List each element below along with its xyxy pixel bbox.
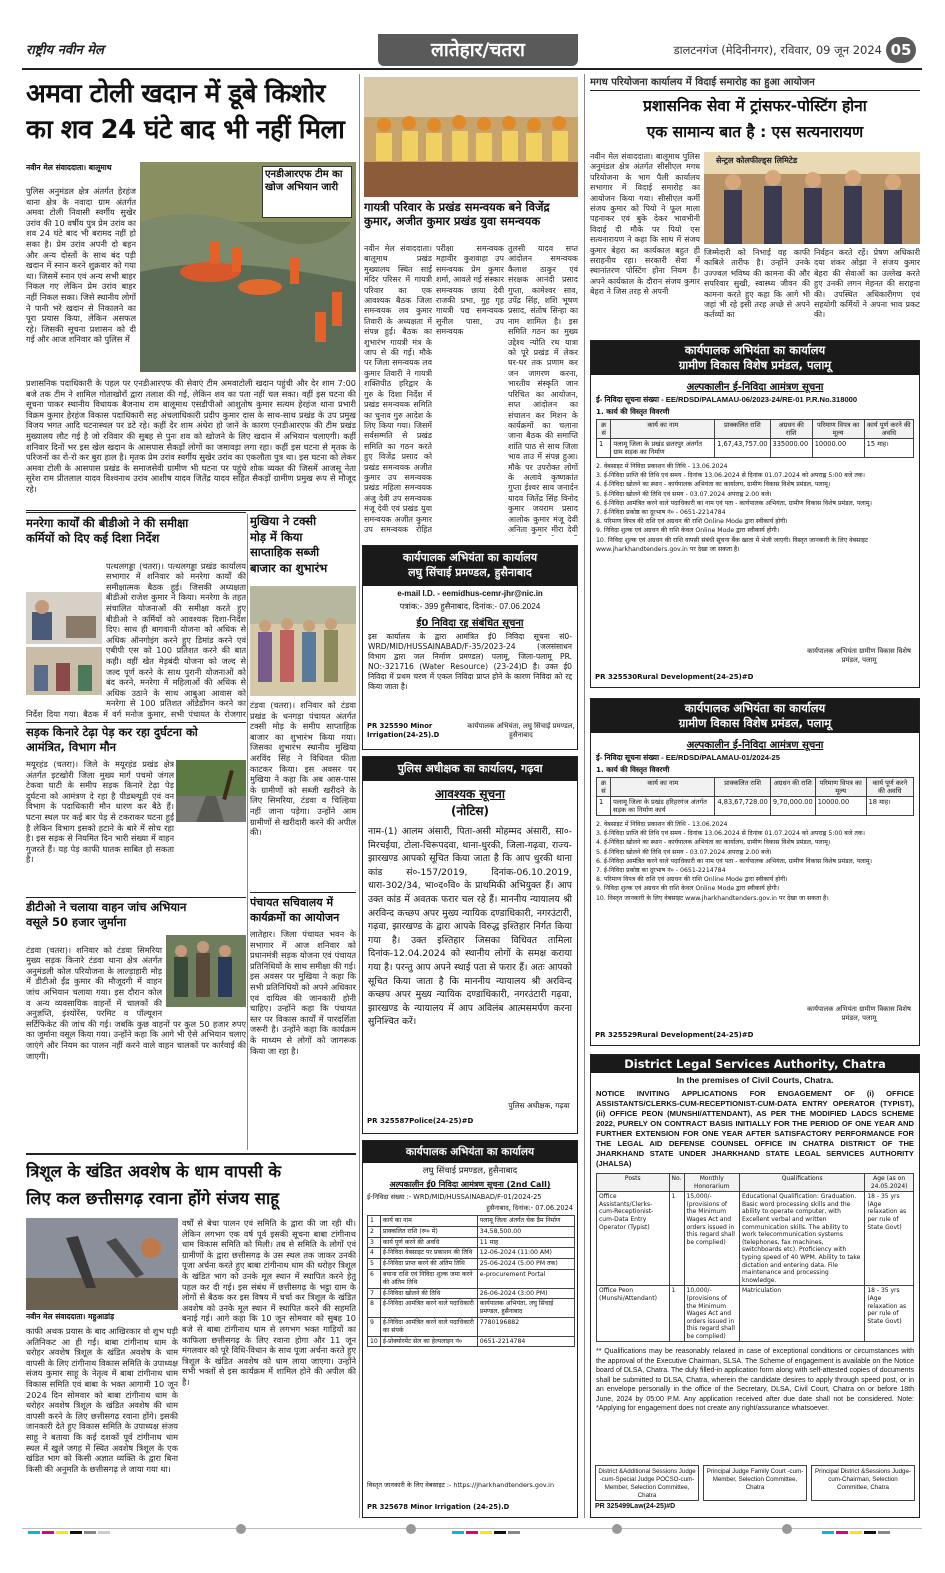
story8-body: लातेहार। जिला पंचायत भवन के सभागार में आज शनिवार को प्रधानमंत्री सड़क योजना एवं पंचायत प्रतिनिधियों के साथ समीक्षा की गई। इस अवसर पर मुखिया ने कहा कि सभी प्रतिनिधियों को अपने अधिकार एवं दायित्व की जानकारी होनी चाहिए। उन्होंने कहा कि पंचायत स्तर पर विकास कार्यों में पारदर्शिता जरूरी है। उन्होंने कहा कि कार्यक्रम के माध्यम से लोगों को जागरूक किया जा रहा है। <box>250 929 356 1056</box>
story7-headline-line3: साप्ताहिक सब्जी <box>250 545 320 559</box>
tender-note: 9. निविदा शुल्क एवं अग्रधन की राशि केवल Online Mode द्वारा स्वीकार्य होगी। <box>596 885 780 893</box>
ad-police-sign: पुलिस अधीक्षक, गढ़वा <box>508 1101 570 1110</box>
story2-headline: गायत्री परिवार के प्रखंड समन्वयक बने विजेंद्र कुमार, अजीत कुमार प्रखंड युवा समन्वयक <box>364 200 550 228</box>
ad-rural-tender-1 <box>590 340 920 688</box>
tender-note: 2. वेबसाइट में निविदा प्रकाशन की तिथि - 13.06.2024 <box>596 463 728 470</box>
column-rule <box>247 514 248 1150</box>
story2-column1: नवीन मेल संवाददाता। बालूमाथ प्रखंड मुख्यालय स्थित साईं मंदिर परिसर में गायत्री परिवार का एक आवश्यक बैठक जिला समन्वयक लव कुमार तिवारी के अध्यक्षता में संपन्न हुई। बैठक का शुभारंभ गायत्री मंत्र के जाप से की गई। मौके पर जिला समन्वयक लव कुमार तिवारी ने गायत्री शक्तिपीठ हरिद्वार के गुरु के दिशा निर्देश में प्रखंड समन्वयक समिति का चुनाव गुरु आदेश के लिए किया गया। जिसमें सर्वसम्मति से प्रखंड समिति का गठन करते हुए विजेंद्र प्रसाद को प्रखंड समन्वयक अजीत कुमार उप समन्वयक प्रखंड महिला समन्वयक अंजु देवी उप समन्वयक मंजू देवी एवं प्रखंड युवा समन्वयक अजीत कुमार उप समन्वयक रोहित <box>364 244 432 534</box>
ad-legal-table <box>596 1173 914 1342</box>
story2-photo-group <box>364 77 578 197</box>
table-cell: 26-06-2024 (3:00 PM) <box>477 1288 574 1299</box>
ad-irrigation-cancellation <box>362 545 578 750</box>
table-cell: 10000.00 <box>812 439 864 458</box>
table-row <box>597 797 914 816</box>
story6-text: टंडवा (चतरा)। शनिवार को टंडवा सिमरिया मुख्य सड़क किनारे टंडवा थाना क्षेत्र अंतर्गत अनुमंडली कोल परियोजना के लाल्ड़ाहारी मोड़ में डीटीओ ईंद्र कुमार की मौजूदगी में वाहन जांच अभियान चलाया गया। इस दौरान कोल व अन्य व्यवसायिक वाहनों में चालकों की अनुज्ञप्ति, इंश्योरेंस, परमिट व पॉल्यूशन सर्टिफिकेट की जांच की गई। जबकि कुछ वाहनों पर कुल 50 हजार रुपए का जुर्माना वसूल किया गया। उन्होंने कहा कि आगे भी ऐसे अभियान चलाए जाएंगे और नियम का पालन नहीं करने वाले वाहन चालकों पर कार्रवाई की जाएगी। <box>26 944 246 1061</box>
tender-note: 4. ई-निविदा खोलने का स्थान - कार्यपालक अभियंता का कार्यालय, ग्रामीण विकास विशेष प्रमंडल, पलामू। <box>596 839 831 847</box>
table-row <box>368 1288 575 1299</box>
table-cell: 3 <box>368 1237 381 1248</box>
divider <box>26 512 246 513</box>
ad-police-notice-sub: (नोटिस) <box>450 804 489 818</box>
page-header <box>22 34 922 68</box>
table-cell: 10 <box>368 1336 381 1347</box>
story4-headline <box>26 516 246 548</box>
story1-body-wide: प्रशासनिक पदाधिकारी के पहल पर एनडीआरएफ की सेवाएं टीम अमवाटोली खदान पहुंची और देर शाम 7:00 बजे तक टीम ने शामिल गोताखोरों द्वारा तलाश की गई, लेकिन शव का पता नहीं चल सका। वहीं इस घटना की सूचना पाकर स्थानीय विधायक बैजनाथ राम बालूमाथ एसडीपीओ आशुतोष कुमार सत्यम हेरहंज थाना प्रभारी विक्रम कुमार हेरहंज विकास पदाधिकारी सह अंचलाधिकारी प्रदीप कुमार दास के साथ-साथ प्रखंड के उप प्रमुख विजय भगत आदि घटनास्थल पर डटे रहे। कहीं देर शाम अंधेरा हो जाने के कारण एनडीआरएफ की टीम प्रखंड मुख्यालय लौट गई है जो रविवार की सुबह से पुनः शव को खोजने के लिए खदान में अभियान चलाएगी। कहीं शनिवार दिनों भर इस खेल खदान के आसपास सैकड़ों लोगों का जमावड़ा लगा रहा। कहीं इस घटना से मृतक के परिजनों का रो-रो कर बुरा हाल है। मृतक प्रेम उरांव स्वर्गीय सुखेर उरांव का एकलौता पुत्र था। इस घटना को लेकर अमवा टोली के आसपास प्रखंड के समाजसेवी ग्रामीण भी घटना पर पहुंचे शोक व्यक्त की जिसमें आजसू नेता सुरेश राम प्रीतलाल यादव विश्वनाथ उरांव आशीष यादव जितेंद्र यादव सहित सैकड़ों ग्रामीण प्रमुख रूप से मौजूद रहे। <box>26 378 356 494</box>
ad-police-body: नाम-(1) आलम अंसारी, पिता-असी मोहम्मद अंसारी, सा०-मिरचईया, टोला-चिरूपदवा, थाना-धुरकी, जिला-गढ़वा, राज्य-झारखण्ड आपको सूचित किया जाता है कि आप धुरकी थाना कांड सं०-157/2019, दिनांक-06.10.2019, धारा-302/34, भा०द०वि० के प्राथमिकी अभियुक्त हैं। आप उक्त कांड में अवतक फरार चल रहे हैं। माननीय न्यायालय श्री अरविन्द कच्छप अपर मुख्य न्यायिक दण्डाधिकारी, नगरउंटारी, गढ़वा, झारखण्ड के द्वारा आपके विरुद्ध इश्तिहार निर्गत किया गया है। उक्त इश्तिहार जिसका विधिवत तामिला दिनांक-12.04.2024 को स्थानीय लोगों के समक्ष कराया गया है। परन्तु आप अपने स्थाई पता से फरार हैं। अतः आपको सूचित किया जाता है कि माननीय न्यायालय श्री अरविन्द कच्छप अपर मुख्य न्यायिक दण्डाधिकारी, नगरउंटारी गढ़वा, झारखण्ड के न्यायालय में आप अविलंब आत्मसमर्पण करना सुनिश्चित करें। <box>368 826 572 1028</box>
table-cell: 335000.00 <box>770 439 812 458</box>
divider <box>590 90 920 91</box>
story3-kicker: मगध परियोजना कार्यालय में विदाई समारोह का हुआ आयोजन <box>590 77 815 88</box>
ad-irrigation-sign: कार्यपालक अभियंता, लघु सिंचाई प्रमण्डल, हुसैनाबाद <box>467 722 575 739</box>
story1-photo-caption: एनडीआरएफ टीम का खोज अभियान जारी <box>262 166 352 218</box>
table-cell: 18 - 35 yrs (Age relaxation as per rule of State Govt) <box>865 1192 914 1286</box>
page-number: 05 <box>886 37 916 63</box>
tender-note: 7. ई-निविदा प्रकोष्ठ का दूरभाष नं० - 0651-2214784 <box>596 509 726 517</box>
table-cell: 7780196882 <box>477 1317 574 1336</box>
table-cell: 15,000/- (provisions of the Minimum Wages Act and orders issued in this regard shall be complied) <box>684 1192 739 1286</box>
registration-mark <box>612 1524 622 1534</box>
table-cell: 9,70,000.00 <box>770 797 815 816</box>
table-row <box>597 1286 914 1342</box>
ad-irrigation-email: e-mail I.D. - eemidhus-cemr-jhr@nic.in <box>397 589 543 598</box>
table-cell: 1,67,43,757.00 <box>715 439 770 458</box>
table-header-cell: अग्रधन की राशि <box>770 420 812 439</box>
table-cell: 8 <box>368 1299 381 1318</box>
tender-note: 7. ई-निविदा प्रकोष्ठ का दूरभाष नं० - 0651-2214784 <box>596 867 726 875</box>
story6-headline-line1: डीटीओ ने चलाया वाहन जांच अभियान <box>26 900 187 914</box>
story3-headline <box>590 93 920 147</box>
table-cell: 10000.00 <box>815 797 866 816</box>
divider <box>26 1153 356 1155</box>
table-cell: कार्य का नाम <box>380 1216 477 1227</box>
table-header-cell: प्राक्कलित राशि <box>715 778 770 797</box>
ad-rural1-sub2: 1. कार्य की विस्तृत विवरणी <box>596 407 670 416</box>
story6-headline <box>26 900 246 932</box>
table-cell: 7 <box>368 1288 381 1299</box>
ad-rural1-sign: कार्यपालक अभियंता ग्रामीण विकास विशेष प्रमंडल, पलामू <box>807 647 911 664</box>
ad-irrigation2-pr: PR 325678 Minor Irrigation (24-25).D <box>367 1503 510 1511</box>
table-row <box>368 1216 575 1227</box>
table-cell: e-procurement Portal <box>477 1269 574 1288</box>
story8-headline <box>250 895 356 927</box>
masthead: राष्ट्रीय नवीन मेल <box>26 43 104 58</box>
story3-column2: जिम्मेदारी को निभाई वह काफी काबिले तारीफ है। उन्होंने उनके उज्ज्वल भविष्य की कामना की और सपरिवार सुखी, स्वास्थ्य जीवन की कामना करते हुए कहा कि आगे भी जहां भी रहे इसी तरह अच्छे से अपने कर्तव्यों का <box>704 248 810 320</box>
table-header-row <box>597 1174 914 1192</box>
table-header-cell: परिमाण विपत्र का मूल्य <box>815 778 866 797</box>
table-cell: 9 <box>368 1317 381 1336</box>
story5-headline-line1: सड़क किनारे टेढ़ा पेड़ कर रहा दुर्घटना को <box>26 725 198 739</box>
table-cell: पलामू जिला अंतर्गत चेक डैम निर्माण <box>477 1216 574 1227</box>
divider <box>250 892 356 893</box>
table-header-cell: कार्य पूर्ण करने की अवधि <box>866 778 913 797</box>
ad-rural1-table <box>596 419 914 458</box>
ad-legal-notice: NOTICE INVITING APPLICATIONS FOR ENGAGEMENT OF (i) OFFICE ASSISTANTS/CLERKS-CUM-RECEPTIONIST-CUM-DATA ENTRY OPERATOR (TYPIST), (ii) OFFICE PEON (MUNSHI/ATTENDANT), AS PER THE MODIFIED LADCS SCHEME 2022, PURELY ON CONTRACT BASIS INITIALLY FOR THE PERIOD OF ONE YEAR AND FURTHER EXTENSION FOR ONE YEAR AFTER SATISFACTORY PERFORMANCE FOR THE LEGAL AID DEFENSE COUNSEL OFFICE IN CHATRA DISTRICT OF THE JHARKHAND STATE UNDER JHARKHAND STATE LEGAL SERVICES AUTHORITY (JHALSA) <box>596 1089 914 1168</box>
story1-byline: नवीन मेल संवाददाता। बालूमाथ <box>26 163 112 172</box>
story3-headline-line2: एक सामान्य बात है : एस सत्यनारायण <box>646 123 864 141</box>
table-cell: Office Peon (Munshi/Attendant) <box>597 1286 670 1342</box>
table-row <box>368 1259 575 1270</box>
story3-headline-line1: प्रशासनिक सेवा में ट्रांसफर-पोस्टिंग होना <box>643 97 867 115</box>
ad-irrigation2-ref: ई-निविदा संख्या :- WRD/MID/HUSSAINABAD/F-01/2024-25 <box>367 1193 542 1201</box>
tender-note: 5. ई-निविदा खोलने की तिथि एवं समय - 03.07.2024 अपराह्न 2.00 बजे। <box>596 848 772 856</box>
ad-irrigation-ref: पत्रांक:- 399 हुसैनाबाद, दिनांक:- 07.06.2024 <box>399 602 541 611</box>
ad-legal-footer: ** Qualifications may be reasonably relaxed in case of exceptional conditions or circumstances with the approval of the Executive Chairman, SLSA. The Scheme of engagement is available on the Notice board of DLSA, Chatra. The duly filled-in application form along with self-attested copies of documents shall be submitted to DLSA, Chatra, wherein the candidate desires to apply through speed post, or in an envelope personally in the office of the Secretary, DLSA, Civil Court, Chatra on or before 18th June, 2024 by 05:00 P.M. Any application received after due date shall not be considered. Note: *Applying for engagement does not create any right/assurance whatsoever. <box>596 1348 914 1412</box>
story3-column1: नवीन मेल संवाददाता। बालूमाथ पुलिस अनुमंडल क्षेत्र अंतर्गत सीसीएल मगध परियोजना के भाग पैली कार्यालय सभागार में विदाई समारोह का आयोजन किया गया। सीसीएल कर्मी संजय कुमार को पियो ने फूल माला पहनाकर एवं बुके देकर भावभीनी विदाई दी मौके पर पियो एस सत्यनारायण ने कहा कि साथ में संजय कुमार बेहरा का कार्यकाल बहुत ही सराहनीय रहा। सरकारी सेवा में स्थानांतरण पोस्टिंग होना नियम है। अपने कार्यकाल के दौरान संजय कुमार बेहरा ने जिस तरह से अपनी <box>590 152 700 297</box>
ad-irrigation-title <box>363 546 577 586</box>
ad-rural2-title2: ग्रामीण विकास विशेष प्रमंडल, पलामू <box>678 716 832 730</box>
table-cell: बयाना राशि एवं निविदा शुल्क जमा करने की अंतिम तिथि <box>380 1269 477 1288</box>
tender-note: 5. ई-निविदा खोलने की तिथि एवं समय - 03.07.2024 अपराह्न 2.00 बजे। <box>596 490 772 498</box>
table-cell: Educational Qualification: Graduation. Basic word processing skills and the ability to operate computer, with Excellent verbal and written communication skills. The ability to work telecommunication systems (telephones, fax machines, switchboards etc). Proficiency with typing speed of 40 WPM. Ability to take dictation and entering data. File maintenance and processing knowledge. <box>739 1192 864 1286</box>
table-row <box>368 1248 575 1259</box>
table-cell: पलामू जिला के प्रखंड हरिहरगंज अंतर्गत सड़क का निर्माण कार्य <box>611 797 715 816</box>
table-cell: 4,83,67,728.00 <box>715 797 770 816</box>
story9-photo-trishul <box>26 1218 178 1310</box>
table-header-cell: Age (as on 24.05.2024) <box>865 1174 914 1192</box>
story5-headline <box>26 725 246 757</box>
table-header-cell: कार्य का नाम <box>611 420 715 439</box>
table-cell: 12-06-2024 (11:00 AM) <box>477 1248 574 1259</box>
story1-headline-line1: अमवा टोली खदान में डूबे किशोर <box>26 79 325 109</box>
color-swatches-left <box>28 1524 138 1534</box>
ad-irrigation-title1: कार्यपालक अभियंता का कार्यालय <box>402 551 538 564</box>
registration-mark <box>406 1524 416 1534</box>
table-header-cell: कार्य पूर्ण करने की अवधि <box>864 420 913 439</box>
table-header-cell: प्राक्कलित राशि <box>715 420 770 439</box>
table-row <box>597 1192 914 1286</box>
table-cell: 25-06-2024 (5:00 PM तक) <box>477 1259 574 1270</box>
ad-police-title: पुलिस अधीक्षक का कार्यालय, गढ़वा <box>363 757 577 781</box>
ad-irrigation2-table <box>367 1215 575 1347</box>
registration-mark <box>236 1524 246 1534</box>
tender-note: 2. वेबसाइट में निविदा प्रकाशन की तिथि - 13.06.2024 <box>596 821 728 828</box>
column-rule <box>359 74 360 1518</box>
table-cell: 1 <box>669 1286 684 1342</box>
story4-headline-line2: कर्मियों को दिए कई दिशा निर्देश <box>26 531 160 545</box>
ad-irrigation-title2: लघु सिंचाई प्रमण्डल, हुसैनाबाद <box>408 566 532 579</box>
dateline: डालटनगंज (मेदिनीनगर), रविवार, 09 जून 2024 <box>673 43 882 57</box>
ad-rural2-table <box>596 777 914 816</box>
story4-headline-line1: मनरेगा कार्यों की बीडीओ ने की समीक्षा <box>26 516 189 530</box>
ad-legal-pr: PR 325499Law(24-25)#D <box>595 1503 676 1510</box>
table-header-row <box>597 778 914 797</box>
table-cell: 18 - 35 yrs (Age relaxation as per rule of State Govt) <box>865 1286 914 1342</box>
ad-irrigation-body: इस कार्यालय के द्वारा आमंत्रित ई0 निविदा सूचना सं0- WRD/MID/HUSSAINABAD/F-35/2023-24 (जलसंसाधन विभाग द्वारा जल निर्माण प्रमण्डल) पलामू, जिला-पलामू PR. NO:-321716 (Water Resource) (23-24)D है। उक्त ई0 निविदा में प्रथम चरण में एकल निविदा प्राप्त होने के कारण निविदा को रद्द किया जाता है। <box>368 632 572 691</box>
table-cell: 1 <box>368 1216 381 1227</box>
table-cell: ई-निविदा आमंत्रित करने वाले पदाधिकारी <box>380 1299 477 1318</box>
table-cell: ई-निविदा खोलने की तिथि <box>380 1288 477 1299</box>
story1-headline <box>26 76 356 156</box>
table-cell: 2 <box>368 1226 381 1237</box>
table-cell: कार्य पूर्ण करने की अवधि <box>380 1237 477 1248</box>
section-title: लातेहार/चतरा <box>431 39 525 61</box>
story1-headline-line2: का शव 24 घंटे बाद भी नहीं मिला <box>26 115 345 145</box>
ad-rural2-ref: ई- निविदा सूचना संख्या - EE/RDSD/PALAMAU-01/2024-25 <box>596 753 781 762</box>
table-cell: 11 माह <box>477 1237 574 1248</box>
story2-column2: परीक्षा समन्वयक महावीर कुशवाहा उप समन्वयक प्रेम कुमार शर्मा, आवले गई संस्कार समन्वयक छाया देवी राजकी प्रभा, गुह गृह गायत्री पद्य समन्वयक सुनील पासा, उप समन्वयक <box>436 244 504 337</box>
story5-photo-tree <box>176 760 246 822</box>
story7-body: टंडवा (चतरा)। शनिवार को टंडवा प्रखंड के धनगड़ा पंचायत अंतर्गत टक्सी मोड़ के समीप साप्ताहिक बाजार का शुभारंभ किया गया। जिसका शुभारंभ स्थानीय मुखिया अरविंद सिंह ने विधिवत फीता काटकर किया। इस अवसर पर मुखिया ने कहा कि अब आस-पास के ग्रामीणों को सब्जी खरीदने के लिए सिमरिया, टंडवा व चिल्हिया नहीं जाना पड़ेगा। उन्होंने आम ग्रामीणों से खरीदारी करने की अपील की। <box>250 700 356 838</box>
ad-irrigation2-date: हुसैनाबाद, दिनांक:- 07.06.2024 <box>486 1204 573 1212</box>
table-header-cell: परिमाण विपत्र का मूल्य <box>812 420 864 439</box>
table-cell: पलामू जिला के प्रखंड छतरपुर अंतर्गत ग्राम सड़क का निर्माण <box>611 439 715 458</box>
story9-headline-line1: त्रिशूल के खंडित अवशेष के धाम वापसी के <box>26 1162 282 1181</box>
table-cell: 0651-2214784 <box>477 1336 574 1347</box>
table-header-cell: क्र सं <box>597 420 611 439</box>
ad-irrigation-pr: PR 325590 Minor Irrigation(24-25).D <box>367 722 440 739</box>
story7-photo-market <box>250 586 356 696</box>
column-rule <box>584 74 585 1518</box>
story6-body <box>26 934 246 1148</box>
signatory-box: Principal District &Sessions Judge-cum-Chairman, Selection Committee, Chatra <box>811 1465 915 1501</box>
story4-text: पत्थलगड्डा (चतरा)। पत्थलगड्डा प्रखंड कार्यालय सभागार में शनिवार को मनरेगा कार्यों की समीक्षात्मक बैठक हुई। जिसकी अध्यक्षता बीडीओ राजेश कुमार ने किया। मनरेगा के तहत संचालित योजनाओं की समीक्षा करते हुए बीडीओ ने कर्मियों को आवश्यक दिशा-निर्देश दिए। साथ ही बागवानी योजना को अधिक से अधिक ऑनगोइंग करने हुए डिमांड करने एवं एबीपी एस को 100 प्रतिशत करने की बात कही। वहीं खेत मेड़बंदी योजना को जल्द से जल्द पूर्ण करने के साथ पुरानी योजनाओं को बंद करने, मनरेगा में महिलाओं की अधिक से अधिक उठाने के साथ आबुआ आवास को मनरेगा से 100 प्रतिशत ऑडेडोंगन करने का निर्देश दिया गया। बैठक में वर्ग मनोज कुमार, सभी पंचायत के रोजगार <box>26 560 246 719</box>
tender-note: 8. परिमाण विपत्र की राशि एवं अग्रधन की राशि Online Mode द्वारा स्वीकार्य होगी। <box>596 518 788 526</box>
table-header-cell: क्र सं <box>597 778 611 797</box>
ad-irrigation2-title1: कार्यपालक अभियंता का कार्यालय <box>363 1141 577 1163</box>
table-header-cell: कार्य का नाम <box>611 778 715 797</box>
story4-body <box>26 550 246 720</box>
table-cell: Matriculation <box>739 1286 864 1342</box>
table-row <box>368 1299 575 1318</box>
story6-headline-line2: वसूले 50 हजार जुर्माना <box>26 915 127 929</box>
table-cell: ई-निविदा वेबसाइट पर प्रकाशन की तिथि <box>380 1248 477 1259</box>
tender-note: 6. ई-निविदा आमंत्रित करने वाले पदाधिकारी का नाम एवं पता - कार्यपालक अभियंता, ग्रामीण विकास विशेष प्रमंडल, पलामू। <box>596 857 872 865</box>
table-cell: Office Assistants/Clerks-cum-Receptionist-cum-Data Entry Operator (Typist) <box>597 1192 670 1286</box>
tender-note: 3. ई-निविदा प्राप्ति की तिथि एवं समय - दिनांक 13.06.2024 से दिनांक 01.07.2024 को अपराह्न 5:00 बजे तक। <box>596 830 865 838</box>
story8-headline-line2: कार्यक्रमों का आयोजन <box>250 911 340 924</box>
registration-mark <box>782 1524 792 1534</box>
table-header-cell: No. <box>669 1174 684 1192</box>
ad-legal-services <box>590 1054 920 1518</box>
ad-rural-tender-2 <box>590 698 920 1046</box>
table-cell: 4 <box>368 1248 381 1259</box>
ad-rural2-notes <box>591 818 919 905</box>
table-header-cell: Monthly Honorarium <box>684 1174 739 1192</box>
story9-byline: नवीन मेल संवाददाता। महुआडांड़ <box>26 1312 115 1321</box>
ad-legal-signatories <box>595 1465 915 1501</box>
ad-rural1-pr: PR 325530Rural Development(24-25)#D <box>595 673 754 681</box>
table-row <box>368 1317 575 1336</box>
story5-body: मयूरहंड (चतरा)। जिले के मयूरहंड प्रखंड क्षेत्र अंतर्गत इटखोरी जिला मुख्य मार्ग पचमो जंगल टेकवा घाटी के समीप सड़क किनारे टेढ़ा पेड़ दुर्घटना को आमंत्रण दे रहा है पीडब्ल्यूडी एवं वन विभाग के पदाधिकारी मौन धारण कर बैठे हैं। घटना स्थल पर कई बार पेड़ से टकराकर घटना हुई है लेकिन विभाग इसको हटाने के बारे में सोच रहा है। इस सड़क से नियमित दिन भारी संख्या में वाहन गुजरते हैं। यह पेड़ काफी घातक साबित हो सकता है। <box>26 759 174 865</box>
story7-headline-line2: मोड़ में किया <box>250 529 303 544</box>
tender-note: 9. निविदा शुल्क एवं अग्रधन की राशि केवल Online Mode द्वारा स्वीकार्य होगी। <box>596 527 780 535</box>
table-cell: ई-प्रोक्योरमेंट सेल का हेल्पलाइन नं० <box>380 1336 477 1347</box>
divider <box>26 722 246 723</box>
story7-headline-line1: मुखिया ने टक्सी <box>250 514 317 528</box>
header-rule <box>22 68 922 70</box>
table-row <box>368 1269 575 1288</box>
signatory-box: Principal Judge Family Court -cum-Member, Selection Committee, Chatra <box>703 1465 807 1501</box>
table-cell: 6 <box>368 1269 381 1288</box>
story9-column1: काफी अथक प्रयास के बाद आखिरकार वो शुभ घड़ी अतिनिकट आ ही गई। बाबा टांगीनाथ धाम के धरोहर अवशेष त्रिशूल के खंडित अवशेष के धाम वापसी के लिए टांगीनाथ विकास समिति के उपाध्यक्ष संजय कुमार साहू के नेतृत्व में बाबा टांगीनाथ धाम विकास समिति एवं बाबा के भक्त आगामी 10 जून 2024 दिन सोमवार को बाबा टांगीनाथ धाम के धरोहर अवशेष त्रिशूल के खंडित अवशेष की धाम वापसी करने के लिए छत्तीसगढ़ रवाना होंगे। इसकी जानकारी देते हुए विकास समिति के उपाध्यक्ष संजय साहू ने बताया कि कई दशकों पूर्व टांगीनाथ धाम स्थल में खुले जगह में स्थित अवशेष त्रिशूल के एक खंडित भाग को किसी अज्ञात व्यक्ति के द्वारा बिना किसी की अनुमति के छत्तीसगढ़ ले जाया गया था। <box>26 1326 178 1474</box>
ad-rural2-sign: कार्यपालक अभियंता ग्रामीण विकास विशेष प्रमंडल, पलामू <box>807 1005 911 1022</box>
story1-column1: पुलिस अनुमंडल क्षेत्र अंतर्गत हेरहंज थाना क्षेत्र के नवादा ग्राम अंतर्गत अमवा टोली निवासी स्वर्गीय सुखेर उरांव की 10 वर्षीय पुत्र प्रेम उरांव का शव 24 घंटे बाद भी बरामद नहीं हो सका है। प्रेम उरांव अपनी दो बहन और अन्य दोस्तों के साथ बंद पड़ी खदान में स्नान करने शुक्रवार को गया था। जिसमें स्नान एवं अन्य सभी बाहर निकल गए लेकिन प्रेम उरांव बाहर नहीं निकल सका। जिसे स्थानीय लोगों ने पानी भरे खदान से निकालने का पूरा प्रयास किया, लेकिन असफल रहे। जिसकी सूचना प्रशासन को दी गई और आज शनिवार को पुलिस में <box>26 186 136 345</box>
story5-headline-line2: आमंत्रित, विभाग मौन <box>26 740 117 754</box>
ad-rural2-title1: कार्यपालक अभियंता का कार्यालय <box>684 701 826 715</box>
divider <box>26 897 246 898</box>
ad-rural2-sub2: 1. कार्य की विस्तृत विवरणी <box>596 765 670 774</box>
table-cell: 1 <box>669 1192 684 1286</box>
tender-note: 10. निविदा शुल्क एवं अग्रधन की राशि वापसी संबंधी सूचना बैंक खाता में भेजी जाएगी। विस्तृत जानकारी के लिए वेबसाइट www.jharkhandtenders.gov.in पर देखा जा सकता है। <box>596 536 869 553</box>
ad-irrigation-tender <box>362 1140 578 1518</box>
story3-column3: निर्वहन करते रहें। प्रेषण अधिकारी दया शंकर ओझा ने संजय कुमार बेहरा की सेवाओं का उल्लेख करते हुए उनकी लगन मेहनत की सराहना की। उपस्थित अधिकारीगण एवं सहयोगी कर्मियों ने अपना भाव प्रकट की। <box>814 248 920 320</box>
table-cell: 15 माह। <box>864 439 913 458</box>
tender-note: 6. ई-निविदा आमंत्रित करने वाले पदाधिकारी का नाम एवं पता - कार्यपालक अभियंता, ग्रामीण विकास विशेष प्रमंडल, पलामू। <box>596 499 872 507</box>
table-header-cell: Posts <box>597 1174 670 1192</box>
table-row <box>368 1237 575 1248</box>
tender-note: 8. परिमाण विपत्र की राशि एवं अग्रधन की राशि Online Mode द्वारा स्वीकार्य होगी। <box>596 876 788 884</box>
story2-column3: तुलसी यादव सप्त आंदोलन समन्वयक कैलाश ठाकुर एवं संरक्षक आनंदी प्रसाद गुप्ता, कामेश्वर साव, उपेंद्र सिंह, शशि भूषण प्रसाद, संतोष सिन्हा का नाम शामिल है। इस समिति गठन का मुख्य उद्देश्य न्योति रथ यात्रा को पूरे प्रखंड में लेकर घर-घर तक प्रणाम कर जन जागरण करना, भारतीय संस्कृति जान परिचित का आयोजन, सप्त आंदोलन का संचालन कर मिशन के कार्यक्रमों का चलाना जाना बैठक की समाप्ति शांति पाठ से साथ जिला भाव ताउ में संपन्न हुआ। मौके पर उपरोक्त लोगों के अलावे कृष्णकांत गुप्ता ईश्वर साव जनार्दन यादव जितेंद्र सिंह विनोद कुमार जयराम प्रसाद आलोक कुमार मंजू देवी अनिता कुमार मीरा देवी <box>508 244 578 534</box>
table-cell: 5 <box>368 1259 381 1270</box>
ad-irrigation2-subject: अल्पकालीन ई0 निविदा आमंत्रण सूचना (2nd Call) <box>389 1180 551 1189</box>
ad-rural1-title1: कार्यपालक अभियंता का कार्यालय <box>684 343 826 357</box>
story7-headline-line4: बाजार का शुभारंभ <box>250 560 328 575</box>
ad-irrigation2-title2: लघु सिंचाई प्रमण्डल, हुसैनाबाद <box>422 1166 518 1176</box>
divider <box>26 510 356 511</box>
table-row <box>368 1336 575 1347</box>
table-cell: 1 <box>597 797 611 816</box>
story7-headline <box>250 514 356 582</box>
ad-irrigation-subject: ई0 निविदा रद्द संबंधित सूचना <box>416 618 524 629</box>
ad-rural2-pr: PR 325529Rural Development(24-25)#D <box>595 1031 754 1039</box>
ad-police-notice <box>362 756 578 1134</box>
ad-rural1-ref: ई- निविदा सूचना संख्या - EE/RDSD/PALAMAU-06/2023-24/RE-01 P.R.No.318000 <box>596 395 858 404</box>
color-swatches-right <box>822 1524 922 1534</box>
table-cell: 34,58,500.00 <box>477 1226 574 1237</box>
table-cell: 1 <box>597 439 611 458</box>
ad-legal-title: District Legal Services Authority, Chatra <box>591 1055 919 1073</box>
ad-rural2-subject: अल्पकालीन ई-निविदा आमंत्रण सूचना <box>686 740 824 751</box>
ad-rural1-notes <box>591 460 919 556</box>
signatory-box: District &Additional Sessions Judge -cum-Special Judge POCSO-cum-Member, Selection Committee, Chatra <box>595 1465 699 1501</box>
table-cell: प्राक्कलित राशि (रू० में) <box>380 1226 477 1237</box>
ad-rural1-title2: ग्रामीण विकास विशेष प्रमंडल, पलामू <box>678 358 832 372</box>
ad-police-notice-heading: आवश्यक सूचना <box>435 787 505 801</box>
ad-legal-subtitle: In the premises of Civil Courts, Chatra. <box>676 1075 834 1085</box>
story9-column2: वर्षों से बेचा पालन एवं समिति के द्वारा की जा रही थी। लेकिन लगभग एक वर्ष पूर्व इसकी सूचना बाबा टांगीनाथ धाम विकास समिति को मिली। तब से समिति के लोगों एवं ग्रामीणों के द्वारा छत्तीसगढ़ के उस स्थल तक जाकर उनकी पूजा अर्चना करते हुए बाबा टांगीनाथ धाम की धरोहर त्रिशूल के खंडित भाग को उनके मूल स्थान में स्थापित करने हेतु पहल कर दी गई। इस संबंध में छत्तीसगढ़ के भट्ठा ग्राम के लोगों से बैठक कर इस विषय में चर्चा कर त्रिशूल के खंडित अवशेष को उनके मूल स्थान में स्थापित करने की सहमति बनाई गई। आगे कहा कि 10 जून सोमवार को सुबह 10 बजे से बाबा टांगीनाथ धाम से लगभग भक्त गाड़ियों का काफिला छत्तीसगढ़ के लिए रवाना होगा और 11 जून मंगलवार को पूरे विधि-विधान के साथ पूजा अर्चना करते हुए त्रिशूल के खंडित अवशेष को धाम लाया जाएगा। उन्होंने सभी भक्तों से इस कार्यक्रम में शामिल होने की अपील की है। <box>182 1218 356 1387</box>
table-header-row <box>597 420 914 439</box>
story3-banner: सेन्ट्रल कोलफील्ड्स लिमिटेड <box>716 156 798 165</box>
tender-note: 4. ई-निविदा खोलने का स्थान - कार्यपालक अभियंता का कार्यालय, ग्रामीण विकास विशेष प्रमंडल, पलामू। <box>596 481 831 489</box>
tender-note: 3. ई-निविदा प्राप्ति की तिथि एवं समय - दिनांक 13.06.2024 से दिनांक 01.07.2024 को अपराह्न 5:00 बजे तक। <box>596 472 865 480</box>
ad-rural1-subject: अल्पकालीन ई-निविदा आमंत्रण सूचना <box>686 382 824 393</box>
table-row <box>597 439 914 458</box>
story9-headline <box>26 1158 356 1214</box>
table-row <box>368 1226 575 1237</box>
ad-police-pr: PR 325587Police(24-25)#D <box>367 1117 474 1125</box>
table-cell: 18 माह। <box>866 797 913 816</box>
table-cell: कार्यपालक अभियंता, लघु सिंचाई प्रमण्डल, हुसैनाबाद <box>477 1299 574 1318</box>
table-header-cell: Qualifications <box>739 1174 864 1192</box>
story8-headline-line1: पंचायत सचिवालय में <box>250 896 334 909</box>
story9-headline-line2: लिए कल छत्तीसगढ़ रवाना होंगे संजय साहू <box>26 1189 279 1208</box>
table-header-cell: अग्रधन की राशि <box>770 778 815 797</box>
tender-note: 10. विस्तृत जानकारी के लिए वेबसाइट www.jharkhandtenders.gov.in पर देखा जा सकता है। <box>596 894 829 902</box>
table-cell: 10,000/- (provisions of the Minimum Wages Act and orders issued in this regard shall be complied) <box>684 1286 739 1342</box>
ad-irrigation2-footer: विस्तृत जानकारी के लिए वेबसाइट :- https://jharkhandtenders.gov.in <box>367 1481 554 1489</box>
table-cell: ई-निविदा आमंत्रित करने वाले पदाधिकारी का संपर्क <box>380 1317 477 1336</box>
table-cell: ई-निविदा प्राप्त करने की अंतिम तिथि <box>380 1259 477 1270</box>
color-swatches-center <box>452 1524 562 1534</box>
print-registration-bar <box>22 1524 922 1544</box>
